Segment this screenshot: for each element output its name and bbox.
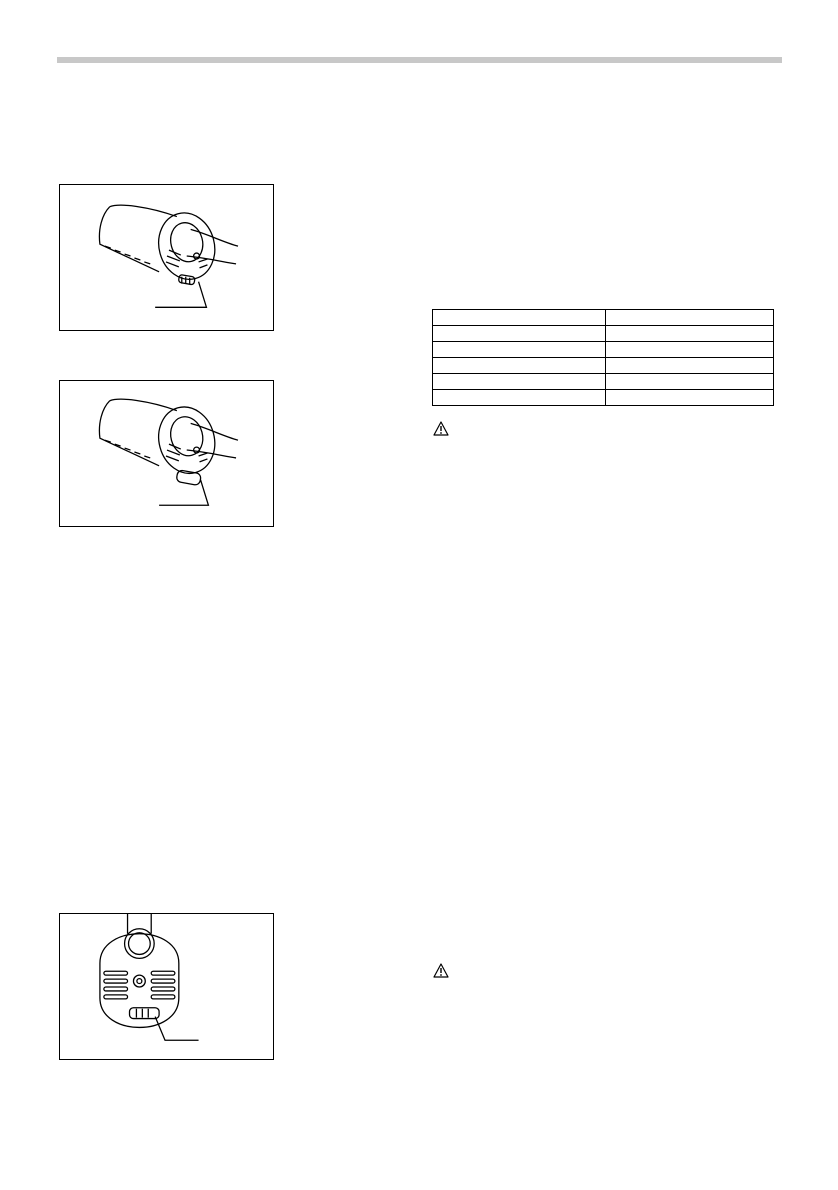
- table-cell: [606, 326, 774, 342]
- table-cell: [433, 358, 606, 374]
- figure-tool-switch-2: [59, 380, 274, 527]
- table-row: [433, 326, 774, 342]
- table-row: [433, 342, 774, 358]
- table-cell: [606, 358, 774, 374]
- table-row: [433, 310, 774, 326]
- table-row: [433, 390, 774, 406]
- table-cell: [433, 390, 606, 406]
- tool-illustration: [60, 914, 273, 1059]
- header-rule: [57, 57, 782, 63]
- tool-illustration: [60, 381, 273, 526]
- tool-illustration: [60, 185, 273, 330]
- figure-tool-dial-1: [59, 184, 274, 331]
- table-row: [433, 374, 774, 390]
- warning-triangle-icon: [433, 963, 449, 978]
- table-cell: [433, 326, 606, 342]
- table-cell: [433, 374, 606, 390]
- table-cell: [433, 310, 606, 326]
- spec-table: [432, 309, 774, 406]
- table-cell: [433, 342, 606, 358]
- table-cell: [606, 342, 774, 358]
- warning-triangle-icon: [433, 421, 449, 436]
- figure-tool-end-view-3: [59, 913, 274, 1060]
- table-cell: [606, 310, 774, 326]
- table-row: [433, 358, 774, 374]
- table-cell: [606, 374, 774, 390]
- table-cell: [606, 390, 774, 406]
